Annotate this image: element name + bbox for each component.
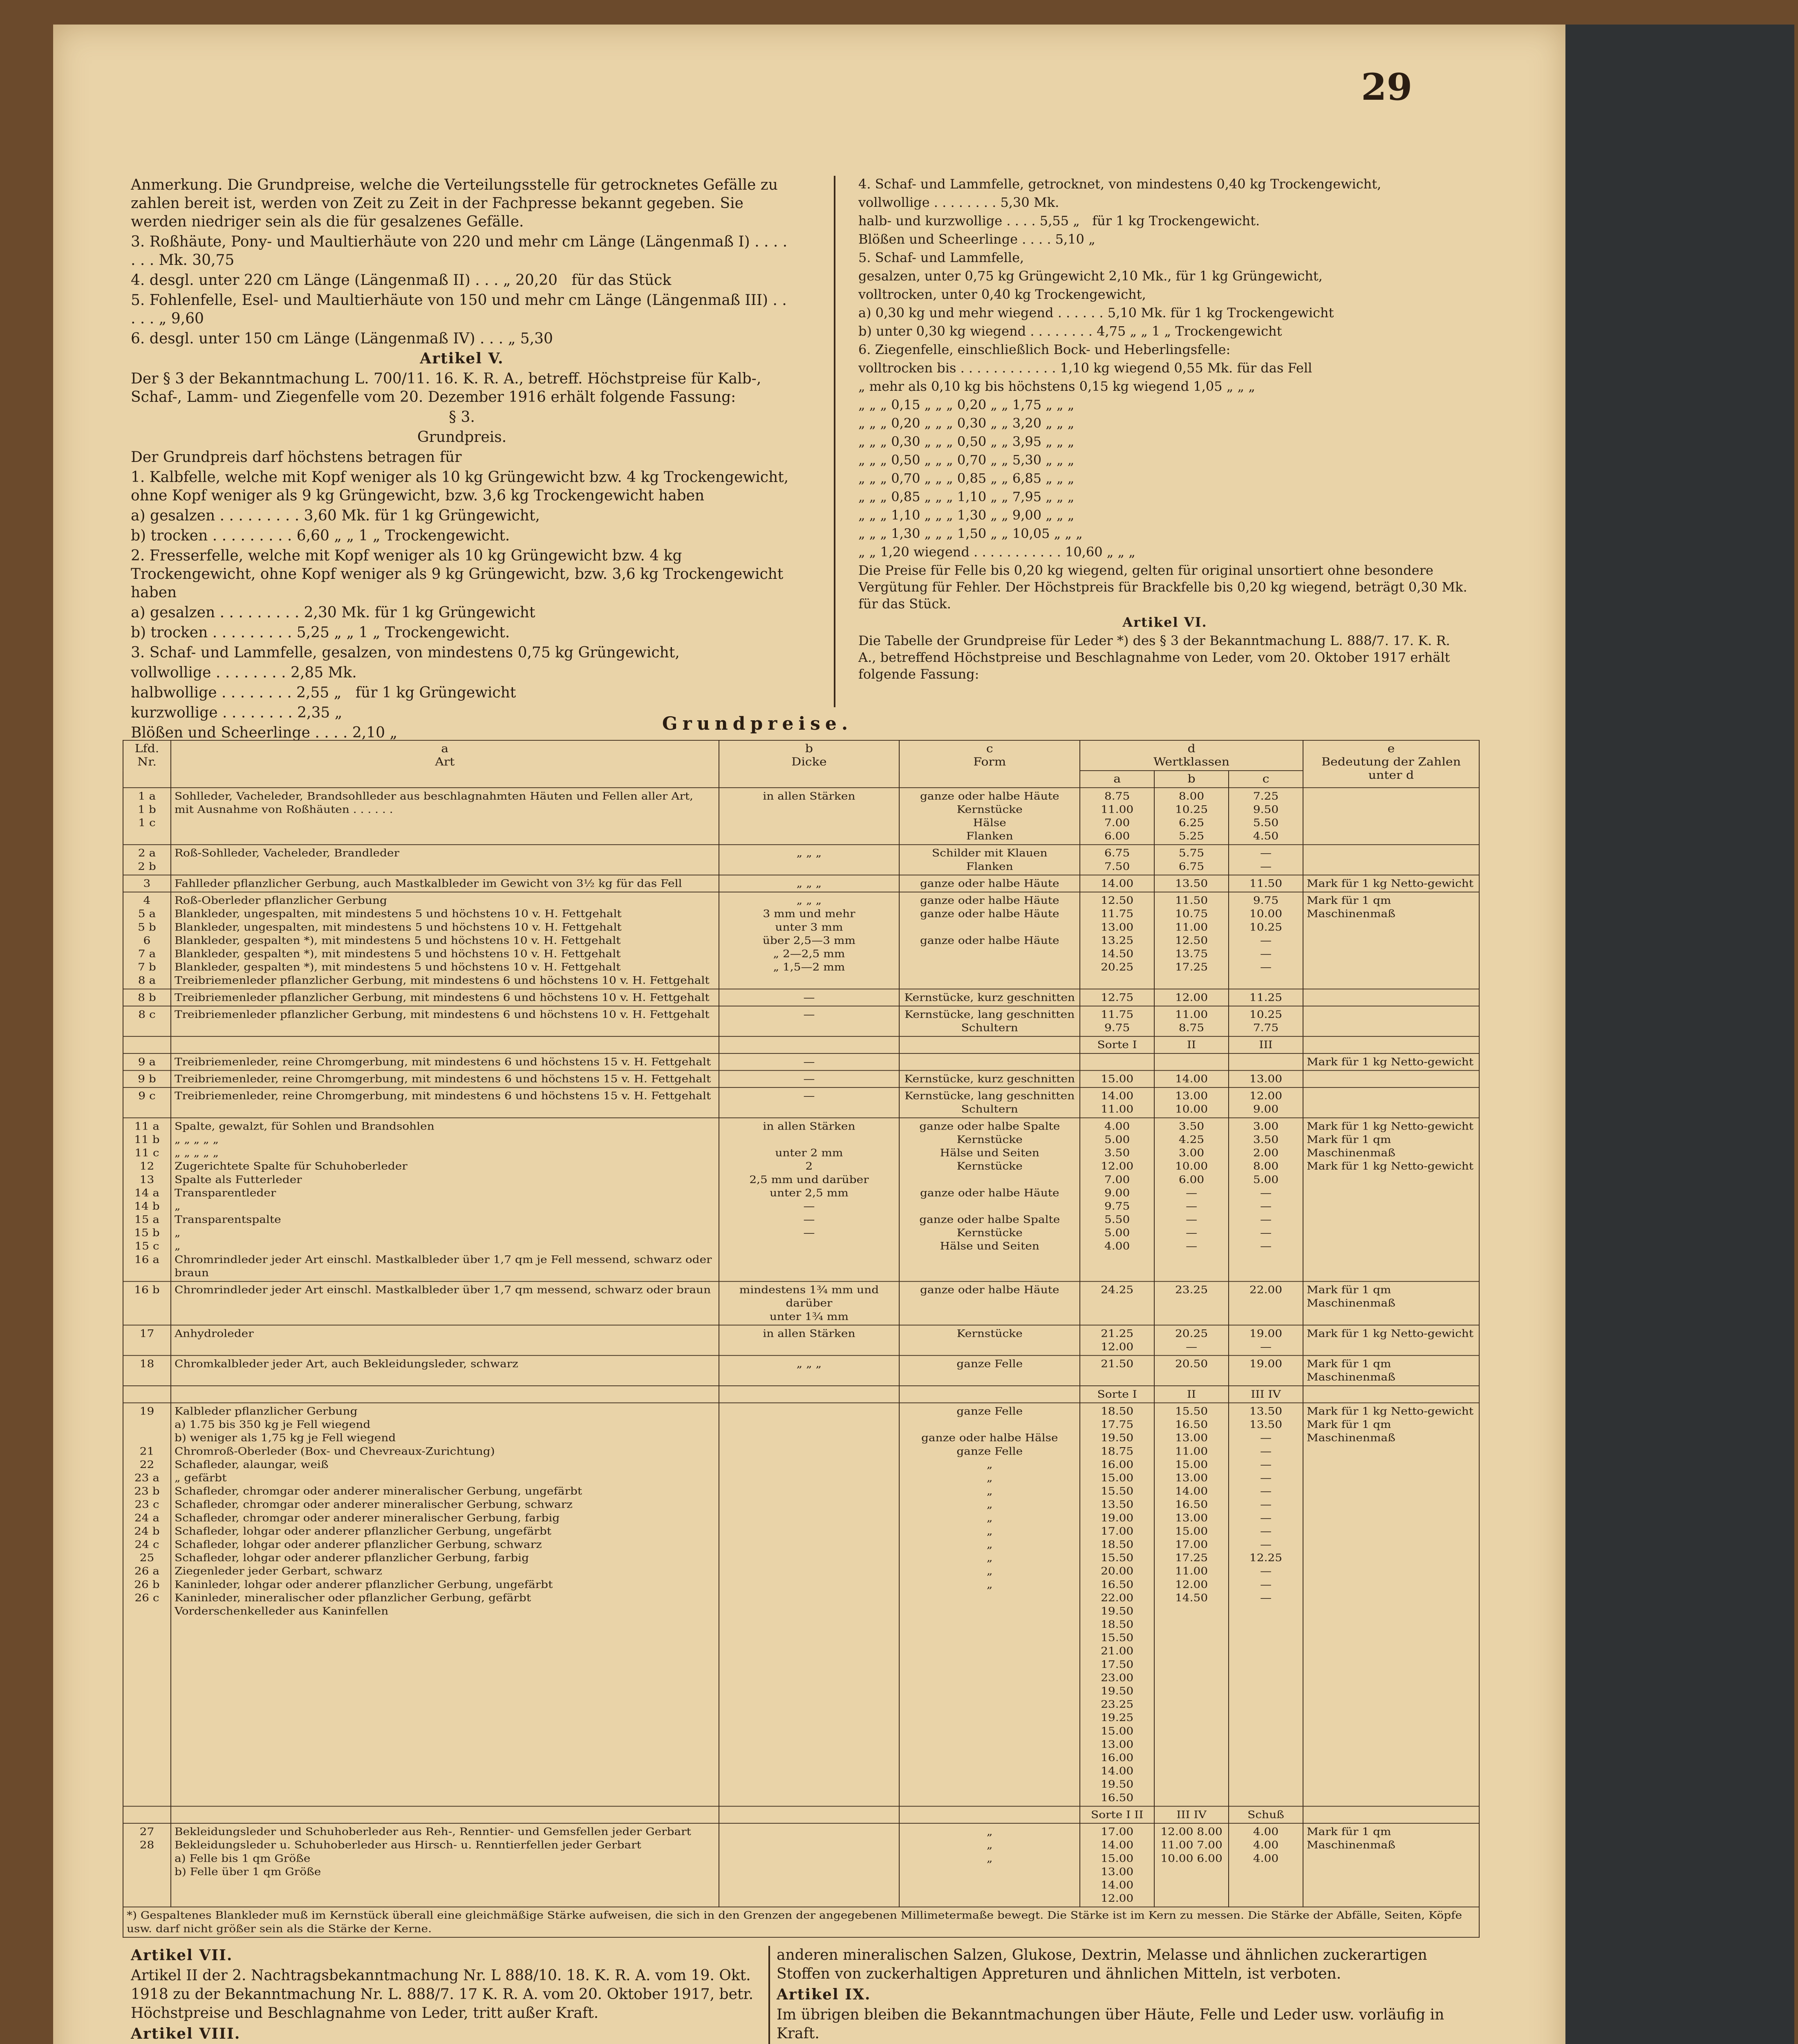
article-heading: Artikel VII. [131, 1947, 233, 1964]
right-para: „ „ „ 1,30 „ „ „ 1,50 „ „ 10,05 „ „ „ [858, 526, 1083, 541]
left-para: kurzwollige . . . . . . . . 2,35 „ [131, 704, 343, 721]
row-number [123, 1036, 171, 1053]
header-bedeutung: e Bedeutung der Zahlen unter d [1303, 740, 1479, 788]
row-form: Kernstücke, kurz geschnitten [899, 989, 1080, 1006]
header-nr: Lfd. Nr. [123, 740, 171, 788]
row-bedeutung: Mark für 1 qm Maschinenmaß [1303, 1282, 1479, 1325]
row-class-c: Schuß [1229, 1806, 1303, 1823]
row-dicke [719, 1806, 900, 1823]
row-bedeutung: Mark für 1 kg Netto-gewicht Mark für 1 qm Maschinenmaß [1303, 1403, 1479, 1806]
right-para: volltrocken, unter 0,40 kg Trockengewicht, [858, 287, 1146, 302]
table-row [123, 1118, 1479, 1281]
row-form: Kernstücke [899, 1325, 1080, 1355]
row-class-b: II [1154, 1036, 1229, 1053]
right-para: a) 0,30 kg und mehr wiegend . . . . . . 5,10 Mk. für 1 kg Trockengewicht [858, 305, 1334, 320]
row-art: Chromkalbleder jeder Art, auch Bekleidungsleder, schwarz [171, 1356, 719, 1386]
row-class-b: 12.00 8.00 11.00 7.00 10.00 6.00 [1154, 1823, 1229, 1907]
row-class-c [1229, 1053, 1303, 1071]
row-form [899, 1036, 1080, 1053]
right-para: 6. Ziegenfelle, einschließlich Bock- und Heberlingsfelle: [858, 342, 1231, 357]
row-form: Schilder mit Klauen Flanken [899, 845, 1080, 875]
row-dicke: „ „ „ [719, 1356, 900, 1386]
table-header-row [123, 740, 1479, 771]
row-bedeutung: Mark für 1 kg Netto-gewicht [1303, 1325, 1479, 1355]
footer-left [131, 1946, 768, 2044]
row-art: Roß-Sohlleder, Vacheleder, Brandleder [171, 845, 719, 875]
row-number: 16 b [123, 1282, 171, 1325]
row-class-a: 21.25 12.00 [1080, 1325, 1154, 1355]
row-class-b: 11.00 8.75 [1154, 1006, 1229, 1036]
row-number: 19 21 22 23 a 23 b 23 c 24 a 24 b 24 c 25 26 a 26 b 26 c [123, 1403, 171, 1806]
table-footnote: *) Gespaltenes Blankleder muß im Kernstück überall eine gleichmäßige Stärke aufweisen, die sich in den Grenzen der angegebenen Millimetermaße bewegt. Die Stärke ist im Kern zu messen. Die Stärke der Abfälle, Seiten, Köpfe usw. darf nicht größer sein als die Stärke der Kerne. [123, 1907, 1479, 1937]
row-dicke: „ „ „ [719, 875, 900, 892]
row-number: 17 [123, 1325, 171, 1355]
header-wertklassen: d Wertklassen [1080, 740, 1303, 771]
row-number [123, 1386, 171, 1403]
row-bedeutung [1303, 989, 1479, 1006]
table-row [123, 845, 1479, 875]
row-class-a: Sorte I [1080, 1386, 1154, 1403]
right-para: „ „ „ 0,20 „ „ „ 0,30 „ „ 3,20 „ „ „ [858, 415, 1075, 431]
row-form: Kernstücke, lang geschnitten Schultern [899, 1087, 1080, 1118]
row-class-c: 13.00 [1229, 1071, 1303, 1088]
row-art [171, 1386, 719, 1403]
left-column [131, 176, 793, 744]
row-class-a: 14.00 [1080, 875, 1154, 892]
table-row [123, 1071, 1479, 1088]
left-para: b) trocken . . . . . . . . . 5,25 „ „ 1 „ Trockengewicht. [131, 624, 510, 641]
right-para: „ „ „ 0,85 „ „ „ 1,10 „ „ 7,95 „ „ „ [858, 489, 1075, 504]
row-class-b: 5.75 6.75 [1154, 845, 1229, 875]
row-art [171, 1036, 719, 1053]
row-class-b: 23.25 [1154, 1282, 1229, 1325]
row-class-c: 11.50 [1229, 875, 1303, 892]
table-row [123, 1806, 1479, 1823]
footer-right [777, 1946, 1480, 2044]
right-para: „ „ „ 0,70 „ „ „ 0,85 „ „ 6,85 „ „ „ [858, 471, 1075, 486]
row-form: ganze oder halbe Häute ganze oder halbe Häute ganze oder halbe Häute [899, 892, 1080, 989]
left-para: a) gesalzen . . . . . . . . . 2,30 Mk. für 1 kg Grüngewicht [131, 604, 535, 621]
row-class-c: 7.25 9.50 5.50 4.50 [1229, 788, 1303, 845]
row-art [171, 1806, 719, 1823]
row-class-a [1080, 1053, 1154, 1071]
row-bedeutung: Mark für 1 qm Maschinenmaß [1303, 892, 1479, 989]
right-para: „ mehr als 0,10 kg bis höchstens 0,15 kg wiegend 1,05 „ „ „ [858, 379, 1255, 394]
table-row [123, 1325, 1479, 1355]
row-class-c: 22.00 [1229, 1282, 1303, 1325]
column-divider [834, 176, 835, 707]
row-form [899, 1053, 1080, 1071]
row-class-a: 12.75 [1080, 989, 1154, 1006]
row-art: Treibriemenleder, reine Chromgerbung, mit mindestens 6 und höchstens 15 v. H. Fettgehalt [171, 1053, 719, 1071]
left-para: 1. Kalbfelle, welche mit Kopf weniger als 10 kg Grüngewicht bzw. 4 kg Trockengewicht, ohne Kopf weniger als 9 kg Grüngewicht, bzw. 3,6 kg Trockengewicht haben [131, 469, 793, 504]
row-class-a: 12.50 11.75 13.00 13.25 14.50 20.25 [1080, 892, 1154, 989]
row-class-a: 17.00 14.00 15.00 13.00 14.00 12.00 [1080, 1823, 1154, 1907]
left-para: 3. Schaf- und Lammfelle, gesalzen, von mindestens 0,75 kg Grüngewicht, [131, 644, 680, 661]
row-number [123, 1806, 171, 1823]
table-row [123, 1386, 1479, 1403]
row-dicke [719, 1823, 900, 1907]
header-class-c: c [1229, 771, 1303, 788]
right-para: Die Preise für Felle bis 0,20 kg wiegend, gelten für original unsortiert ohne besondere Vergütung für Fehler. Der Höchstpreis für Brackfelle bis 0,20 kg wiegend, beträgt 0,30 Mk. für das Stück. [858, 563, 1471, 612]
row-class-a: 15.00 [1080, 1071, 1154, 1088]
left-para: vollwollige . . . . . . . . 2,85 Mk. [131, 664, 357, 681]
row-dicke [719, 1386, 900, 1403]
left-para: Der Grundpreis darf höchstens betragen für [131, 449, 462, 466]
row-number: 9 b [123, 1071, 171, 1088]
row-bedeutung [1303, 1036, 1479, 1053]
row-class-a: 24.25 [1080, 1282, 1154, 1325]
row-number: 1 a 1 b 1 c [123, 788, 171, 845]
row-art: Kalbleder pflanzlicher Gerbung a) 1.75 bis 350 kg je Fell wiegend b) weniger als 1,75 kg je Fell wiegend Chromroß-Oberleder (Box- und Chevreaux-Zurichtung) Schafleder, alaungar, weiß „ gefärbt Schafleder, chromgar oder anderer mineralischer Gerbung, ungefärbt Schafleder, chromgar oder anderer mineralischer Gerbung, schwarz Schafleder, chromgar oder anderer mineralischer Gerbung, farbig Schafleder, lohgar oder anderer pflanzlicher Gerbung, ungefärbt Schafleder, lohgar oder anderer pflanzlicher Gerbung, schwarz Schafleder, lohgar oder anderer pflanzlicher Gerbung, farbig Ziegenleder jeder Gerbart, schwarz Kaninleder, lohgar oder anderer pflanzlicher Gerbung, ungefärbt Kaninleder, mineralischer oder pflanzlicher Gerbung, gefärbt Vorderschenkelleder aus Kaninfellen [171, 1403, 719, 1806]
table-row [123, 1356, 1479, 1386]
row-dicke: in allen Stärken [719, 1325, 900, 1355]
section-heading: § 3. [449, 409, 475, 426]
row-art: Spalte, gewalzt, für Sohlen und Brandsohlen „ „ „ „ „ „ „ „ „ „ Zugerichtete Spalte für Schuhoberleder Spalte als Futterleder Transparentleder „ Transparentspalte „ „ Chromrindleder jeder Art einschl. Mastkalbleder über 1,7 qm je Fell messend, schwarz oder braun [171, 1118, 719, 1281]
row-class-a: 14.00 11.00 [1080, 1087, 1154, 1118]
table-row [123, 892, 1479, 989]
header-class-b: b [1154, 771, 1229, 788]
row-dicke [719, 1403, 900, 1806]
row-form: ganze oder halbe Häute [899, 1282, 1080, 1325]
left-para: 3. Roßhäute, Pony- und Maultierhäute von 220 und mehr cm Länge (Längenmaß I) . . . . . . . Mk. 30,75 [131, 233, 792, 269]
row-dicke: — [719, 1087, 900, 1118]
row-form: ganze Felle ganze oder halbe Hälse ganze Felle „ „ „ „ „ „ „ „ „ „ [899, 1403, 1080, 1806]
row-bedeutung [1303, 788, 1479, 845]
row-number: 9 a [123, 1053, 171, 1071]
row-bedeutung: Mark für 1 kg Netto-gewicht Mark für 1 qm Maschinenmaß Mark für 1 kg Netto-gewicht [1303, 1118, 1479, 1281]
row-number: 8 c [123, 1006, 171, 1036]
row-class-c: 10.25 7.75 [1229, 1006, 1303, 1036]
header-art: a Art [171, 740, 719, 788]
row-bedeutung [1303, 1087, 1479, 1118]
row-form: ganze oder halbe Häute Kernstücke Hälse Flanken [899, 788, 1080, 845]
row-form: „ „ „ [899, 1823, 1080, 1907]
row-class-b: 13.00 10.00 [1154, 1087, 1229, 1118]
row-dicke [719, 1036, 900, 1053]
right-para: Blößen und Scheerlinge . . . . 5,10 „ [858, 231, 1095, 247]
row-class-b: 20.50 [1154, 1356, 1229, 1386]
footer-divider [768, 1946, 770, 2044]
row-dicke: — [719, 1053, 900, 1071]
row-number: 4 5 a 5 b 6 7 a 7 b 8 a [123, 892, 171, 989]
right-para: Die Tabelle der Grundpreise für Leder *) des § 3 der Bekanntmachung L. 888/7. 17. K. R. A., betreffend Höchstpreise und Beschlagnahme von Leder, vom 20. Oktober 1917 erhält folgende Fassung: [858, 633, 1454, 682]
row-bedeutung [1303, 1071, 1479, 1088]
row-form: Kernstücke, lang geschnitten Schultern [899, 1006, 1080, 1036]
row-number: 2 a 2 b [123, 845, 171, 875]
row-class-b: 13.50 [1154, 875, 1229, 892]
row-art: Sohlleder, Vacheleder, Brandsohlleder aus beschlagnahmten Häuten und Fellen aller Art, mit Ausnahme von Roßhäuten . . . . . . [171, 788, 719, 845]
table-footnote-row [123, 1907, 1479, 1937]
row-art: Fahlleder pflanzlicher Gerbung, auch Mastkalbleder im Gewicht von 3½ kg für das Fell [171, 875, 719, 892]
table-row [123, 1403, 1479, 1806]
article-heading: Artikel VIII. [131, 2025, 241, 2042]
row-class-c: 19.00 — [1229, 1325, 1303, 1355]
row-class-c: 3.00 3.50 2.00 8.00 5.00 — — — — — [1229, 1118, 1303, 1281]
right-para: 5. Schaf- und Lammfelle, [858, 250, 1024, 265]
left-para: Blößen und Scheerlinge . . . . 2,10 „ [131, 724, 398, 741]
row-number: 3 [123, 875, 171, 892]
left-para: halbwollige . . . . . . . . 2,55 „ für 1 kg Grüngewicht [131, 684, 516, 701]
right-column [858, 176, 1471, 684]
row-class-a: 6.75 7.50 [1080, 845, 1154, 875]
row-class-c: III IV [1229, 1386, 1303, 1403]
header-class-a: a [1080, 771, 1154, 788]
table-row [123, 1053, 1479, 1071]
left-para: 6. desgl. unter 150 cm Länge (Längenmaß IV) . . . „ 5,30 [131, 330, 553, 347]
row-dicke: in allen Stärken unter 2 mm 2 2,5 mm und darüber unter 2,5 mm — — — [719, 1118, 900, 1281]
row-number: 11 a 11 b 11 c 12 13 14 a 14 b 15 a 15 b 15 c 16 a [123, 1118, 171, 1281]
right-para: halb- und kurzwollige . . . . 5,55 „ für 1 kg Trockengewicht. [858, 213, 1260, 229]
row-bedeutung [1303, 1386, 1479, 1403]
row-class-a: 8.75 11.00 7.00 6.00 [1080, 788, 1154, 845]
row-class-a: 4.00 5.00 3.50 12.00 7.00 9.00 9.75 5.50 5.00 4.00 [1080, 1118, 1154, 1281]
right-para: „ „ „ 0,15 „ „ „ 0,20 „ „ 1,75 „ „ „ [858, 397, 1075, 412]
row-dicke: — [719, 1071, 900, 1088]
left-para: Anmerkung. Die Grundpreise, welche die Verteilungsstelle für getrocknetes Gefälle zu zahlen bereit ist, werden von Zeit zu Zeit in der Fachpresse bekannt gegeben. Sie werden niedriger sein als die für gesalzenes Gefälle. [131, 177, 783, 230]
row-bedeutung [1303, 1806, 1479, 1823]
article-heading: Artikel VI. [1122, 614, 1207, 630]
row-art: Treibriemenleder, reine Chromgerbung, mit mindestens 6 und höchstens 15 v. H. Fettgehalt [171, 1087, 719, 1118]
right-para: 4. Schaf- und Lammfelle, getrocknet, von mindestens 0,40 kg Trockengewicht, [858, 176, 1382, 192]
row-form: ganze oder halbe Häute [899, 875, 1080, 892]
row-art: Treibriemenleder pflanzlicher Gerbung, mit mindestens 6 und höchstens 10 v. H. Fettgehalt [171, 989, 719, 1006]
right-para: b) unter 0,30 kg wiegend . . . . . . . . 4,75 „ „ 1 „ Trockengewicht [858, 323, 1282, 339]
row-number: 8 b [123, 989, 171, 1006]
book-binding [1565, 25, 1794, 2044]
right-para: vollwollige . . . . . . . . 5,30 Mk. [858, 195, 1059, 210]
row-dicke: „ „ „ [719, 845, 900, 875]
row-form [899, 1386, 1080, 1403]
article-heading: Artikel V. [420, 350, 504, 367]
row-class-c: III [1229, 1036, 1303, 1053]
price-table [123, 740, 1480, 1938]
footer-right-para: Im übrigen bleiben die Bekanntmachungen über Häute, Felle und Leder usw. vorläufig in Kraft. [777, 2006, 1444, 2042]
row-art: Bekleidungsleder und Schuhoberleder aus Reh-, Renntier- und Gemsfellen jeder Gerbart Bekleidungsleder u. Schuhoberleder aus Hirsch- u. Renntierfellen jeder Gerbart a) Felle bis 1 qm Größe b) Felle über 1 qm Größe [171, 1823, 719, 1907]
left-para: b) trocken . . . . . . . . . 6,60 „ „ 1 „ Trockengewicht. [131, 527, 510, 544]
row-class-c: — — [1229, 845, 1303, 875]
table-row [123, 875, 1479, 892]
row-bedeutung: Mark für 1 qm Maschinenmaß [1303, 1823, 1479, 1907]
row-class-c: 19.00 [1229, 1356, 1303, 1386]
left-para: Der § 3 der Bekanntmachung L. 700/11. 16. K. R. A., betreff. Höchstpreise für Kalb-, Schaf-, Lamm- und Ziegenfelle vom 20. Dezember 1916 erhält folgende Fassung: [131, 370, 766, 406]
right-para: volltrocken bis . . . . . . . . . . . . 1,10 kg wiegend 0,55 Mk. für das Fell [858, 360, 1312, 376]
right-para: „ „ „ 0,30 „ „ „ 0,50 „ „ 3,95 „ „ „ [858, 434, 1075, 449]
article-heading: Artikel IX. [777, 1986, 871, 2003]
header-dicke: b Dicke [719, 740, 900, 788]
row-class-b: 14.00 [1154, 1071, 1229, 1088]
row-class-c: 13.50 13.50 — — — — — — — — — 12.25 — — — [1229, 1403, 1303, 1806]
row-dicke: in allen Stärken [719, 788, 900, 845]
table-row [123, 1823, 1479, 1907]
row-bedeutung [1303, 1006, 1479, 1036]
right-para: „ „ „ 0,50 „ „ „ 0,70 „ „ 5,30 „ „ „ [858, 452, 1075, 468]
row-class-a: 18.50 17.75 19.50 18.75 16.00 15.00 15.50 13.50 19.00 17.00 18.50 15.50 20.00 16.50 22.00 19.50 18.50 15.50 21.00 17.50 23.00 19.50 23.25 19.25 15.00 13.00 16.00 14.00 19.50 16.50 [1080, 1403, 1154, 1806]
row-class-b: 8.00 10.25 6.25 5.25 [1154, 788, 1229, 845]
row-class-c: 11.25 [1229, 989, 1303, 1006]
row-dicke: — [719, 1006, 900, 1036]
row-art: Roß-Oberleder pflanzlicher Gerbung Blankleder, ungespalten, mit mindestens 5 und höchstens 10 v. H. Fettgehalt Blankleder, ungespalten, mit mindestens 5 und höchstens 10 v. H. Fettgehalt Blankleder, gespalten *), mit mindestens 5 und höchstens 10 v. H. Fettgehalt Blankleder, gespalten *), mit mindestens 5 und höchstens 10 v. H. Fettgehalt Blankleder, gespalten *), mit mindestens 5 und höchstens 10 v. H. Fettgehalt Treibriemenleder pflanzlicher Gerbung, mit mindestens 6 und höchstens 10 v. H. Fettgehalt [171, 892, 719, 989]
left-para: 4. desgl. unter 220 cm Länge (Längenmaß II) . . . „ 20,20 für das Stück [131, 272, 672, 289]
row-form: ganze Felle [899, 1356, 1080, 1386]
row-class-c: 9.75 10.00 10.25 — — — [1229, 892, 1303, 989]
row-form: Kernstücke, kurz geschnitten [899, 1071, 1080, 1088]
row-class-c: 12.00 9.00 [1229, 1087, 1303, 1118]
row-number: 18 [123, 1356, 171, 1386]
table-row [123, 788, 1479, 845]
left-para: a) gesalzen . . . . . . . . . 3,60 Mk. für 1 kg Grüngewicht, [131, 507, 540, 524]
row-bedeutung: Mark für 1 kg Netto-gewicht [1303, 875, 1479, 892]
row-class-b: 20.25 — [1154, 1325, 1229, 1355]
table-title: Grundpreise. [662, 713, 853, 734]
row-class-b: 12.00 [1154, 989, 1229, 1006]
footer-right-para: anderen mineralischen Salzen, Glukose, Dextrin, Melasse und ähnlichen zuckerartigen Stoffen von zuckerhaltigen Appreturen und ähnlichen Mitteln, ist verboten. [777, 1947, 1427, 1982]
row-bedeutung: Mark für 1 kg Netto-gewicht [1303, 1053, 1479, 1071]
row-bedeutung: Mark für 1 qm Maschinenmaß [1303, 1356, 1479, 1386]
row-dicke: mindestens 1¾ mm und darüber unter 1¾ mm [719, 1282, 900, 1325]
row-art: Treibriemenleder, reine Chromgerbung, mit mindestens 6 und höchstens 15 v. H. Fettgehalt [171, 1071, 719, 1088]
table-row [123, 1282, 1479, 1325]
section-subheading: Grundpreis. [417, 429, 507, 446]
row-class-b: II [1154, 1386, 1229, 1403]
row-form [899, 1806, 1080, 1823]
row-dicke: „ „ „ 3 mm und mehr unter 3 mm über 2,5—3 mm „ 2—2,5 mm „ 1,5—2 mm [719, 892, 900, 989]
row-class-a: 21.50 [1080, 1356, 1154, 1386]
header-form: c Form [899, 740, 1080, 788]
row-class-b: 3.50 4.25 3.00 10.00 6.00 — — — — — [1154, 1118, 1229, 1281]
row-class-a: Sorte I [1080, 1036, 1154, 1053]
row-art: Chromrindleder jeder Art einschl. Mastkalbleder über 1,7 qm messend, schwarz oder braun [171, 1282, 719, 1325]
right-para: „ „ 1,20 wiegend . . . . . . . . . . . 10,60 „ „ „ [858, 544, 1135, 560]
table-row [123, 1006, 1479, 1036]
row-bedeutung [1303, 845, 1479, 875]
row-dicke: — [719, 989, 900, 1006]
left-para: 5. Fohlenfelle, Esel- und Maultierhäute von 150 und mehr cm Länge (Längenmaß III) . . . . . „ 9,60 [131, 292, 792, 327]
footer-left-para: Artikel II der 2. Nachtragsbekanntmachung Nr. L 888/10. 18. K. R. A. vom 19. Okt. 1918 zu der Bekanntmachung Nr. L. 888/7. 17 K. R. A. vom 20. Oktober 1917, betr. Höchstpreise und Beschlagnahme von Leder, tritt außer Kraft. [131, 1967, 754, 2022]
row-class-c: 4.00 4.00 4.00 [1229, 1823, 1303, 1907]
row-number: 27 28 [123, 1823, 171, 1907]
table-row [123, 1087, 1479, 1118]
row-art: Treibriemenleder pflanzlicher Gerbung, mit mindestens 6 und höchstens 10 v. H. Fettgehalt [171, 1006, 719, 1036]
row-class-b: 11.50 10.75 11.00 12.50 13.75 17.25 [1154, 892, 1229, 989]
row-art: Anhydroleder [171, 1325, 719, 1355]
row-class-b [1154, 1053, 1229, 1071]
row-number: 9 c [123, 1087, 171, 1118]
row-form: ganze oder halbe Spalte Kernstücke Hälse und Seiten Kernstücke ganze oder halbe Häute ganze oder halbe Spalte Kernstücke Hälse und Seiten [899, 1118, 1080, 1281]
right-para: „ „ „ 1,10 „ „ „ 1,30 „ „ 9,00 „ „ „ [858, 507, 1075, 523]
right-para: gesalzen, unter 0,75 kg Grüngewicht 2,10 Mk., für 1 kg Grüngewicht, [858, 268, 1323, 284]
page-number: 29 [1361, 65, 1413, 109]
row-class-a: 11.75 9.75 [1080, 1006, 1154, 1036]
table-row [123, 989, 1479, 1006]
table-row [123, 1036, 1479, 1053]
row-class-b: 15.50 16.50 13.00 11.00 15.00 13.00 14.00 16.50 13.00 15.00 17.00 17.25 11.00 12.00 14.50 [1154, 1403, 1229, 1806]
row-class-b: III IV [1154, 1806, 1229, 1823]
left-para: 2. Fresserfelle, welche mit Kopf weniger als 10 kg Grüngewicht bzw. 4 kg Trockengewicht, ohne Kopf weniger als 9 kg Grüngewicht, bzw. 3,6 kg Trockengewicht haben [131, 547, 788, 601]
row-class-a: Sorte I II [1080, 1806, 1154, 1823]
